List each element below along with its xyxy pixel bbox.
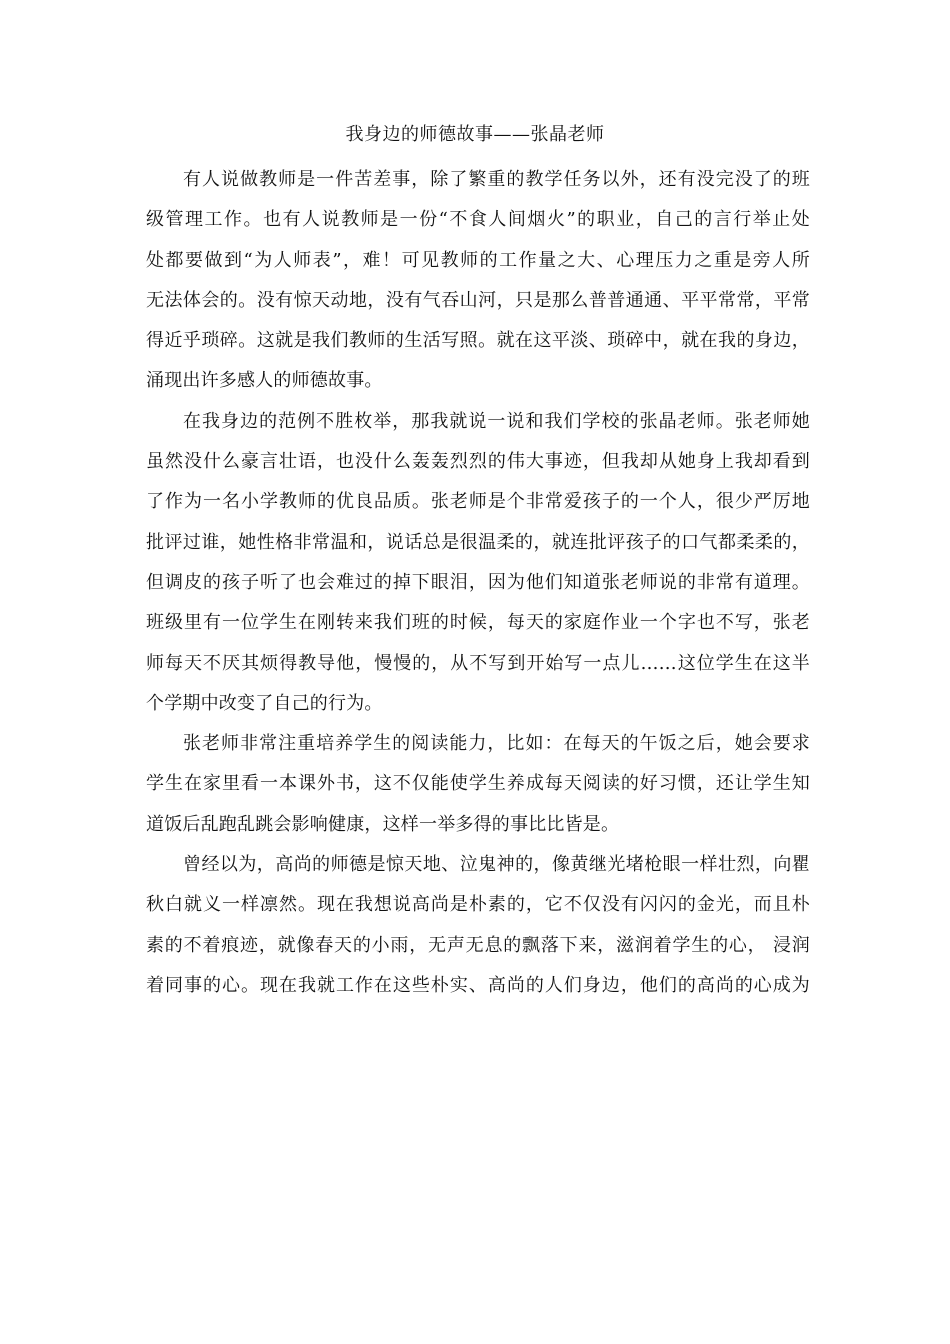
document-body xyxy=(146,166,810,1012)
paragraph-line: 批评过谁，她性格非常温和，说话总是很温柔的，就连批评孩子的口气都柔柔的， xyxy=(146,531,810,553)
paragraph-line: 曾经以为，高尚的师德是惊天地、泣鬼神的，像黄继光堵枪眼一样壮烈，向瞿 xyxy=(183,854,810,876)
paragraph-1 xyxy=(146,166,810,408)
paragraph-line: 无法体会的。没有惊天动地，没有气吞山河，只是那么普普通通、平平常常，平常 xyxy=(146,289,810,311)
paragraph-line: 了作为一名小学教师的优良品质。张老师是个非常爱孩子的一个人，很少严厉地 xyxy=(146,491,810,513)
paragraph-line: 在我身边的范例不胜枚举，那我就说一说和我们学校的张晶老师。张老师她 xyxy=(183,410,810,432)
paragraph-line: 虽然没什么豪言壮语，也没什么轰轰烈烈的伟大事迹，但我却从她身上我却看到 xyxy=(146,451,810,473)
paragraph-line: 秋白就义一样凛然。现在我想说高尚是朴素的，它不仅没有闪闪的金光，而且朴 xyxy=(146,894,810,916)
paragraph-line: 班级里有一位学生在刚转来我们班的时候，每天的家庭作业一个字也不写，张老 xyxy=(146,612,810,634)
paragraph-line: 有人说做教师是一件苦差事，除了繁重的教学任务以外，还有没完没了的班 xyxy=(183,169,810,190)
paragraph-line: 级管理工作。也有人说教师是一份“不食人间烟火”的职业，自己的言行举止处 xyxy=(146,209,810,231)
paragraph-line: 学生在家里看一本课外书，这不仅能使学生养成每天阅读的好习惯，还让学生知 xyxy=(146,773,810,795)
paragraph-line: 张老师非常注重培养学生的阅读能力，比如：在每天的午饭之后，她会要求 xyxy=(183,733,810,755)
paragraph-line: 道饭后乱跑乱跳会影响健康，这样一举多得的事比比皆是。 xyxy=(146,813,620,835)
paragraph-line: 素的不着痕迹，就像春天的小雨，无声无息的飘落下来，滋润着学生的心， 浸润 xyxy=(146,934,810,956)
paragraph-line: 涌现出许多感人的师德故事。 xyxy=(146,370,383,392)
paragraph-line: 着同事的心。现在我就工作在这些朴实、高尚的人们身边，他们的高尚的心成为 xyxy=(146,974,810,996)
paragraph-3 xyxy=(146,730,810,851)
paragraph-4 xyxy=(146,851,810,1012)
paragraph-line: 处都要做到“为人师表”，难！可见教师的工作量之大、心理压力之重是旁人所 xyxy=(146,249,810,271)
paragraph-line: 师每天不厌其烦得教导他，慢慢的，从不写到开始写一点儿……这位学生在这半 xyxy=(146,652,810,674)
paragraph-2 xyxy=(146,408,810,730)
paragraph-line: 得近乎琐碎。这就是我们教师的生活写照。就在这平淡、琐碎中，就在我的身边， xyxy=(146,330,810,352)
paragraph-line: 个学期中改变了自己的行为。 xyxy=(146,692,383,714)
paragraph-line: 但调皮的孩子听了也会难过的掉下眼泪，因为他们知道张老师说的非常有道理。 xyxy=(146,571,810,593)
document-title: 我身边的师德故事——张晶老师 xyxy=(345,124,605,145)
